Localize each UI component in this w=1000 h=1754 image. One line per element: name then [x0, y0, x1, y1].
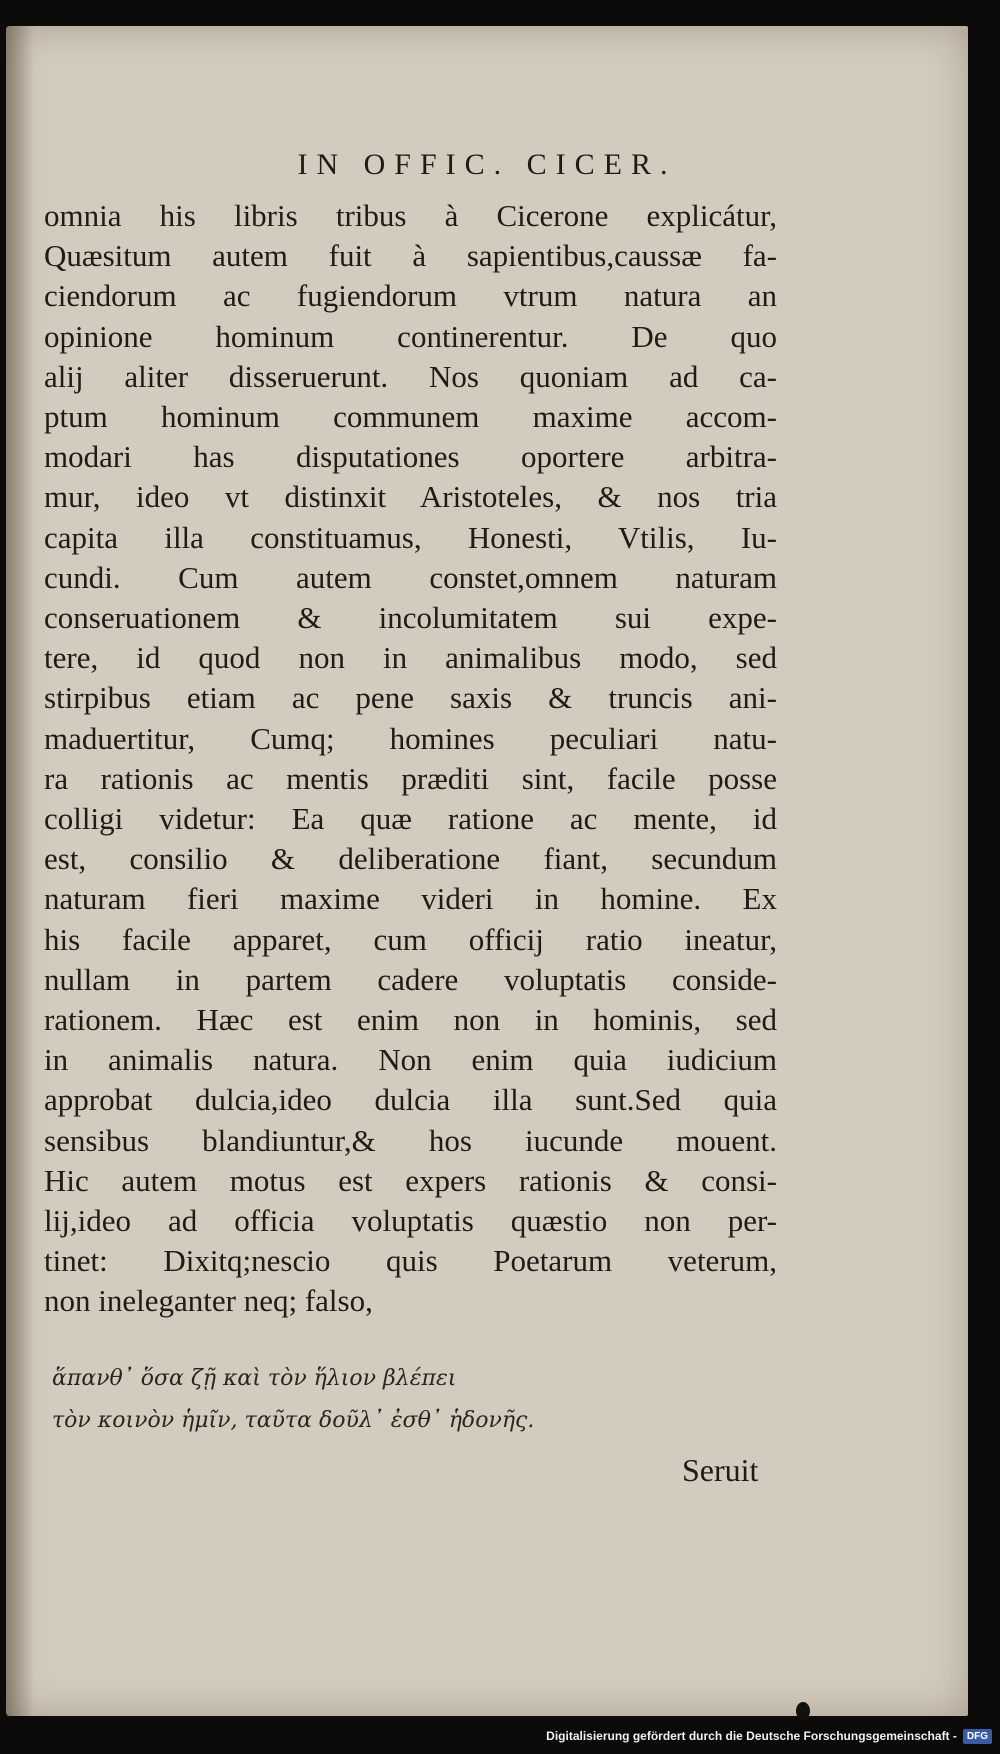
text-line: naturam fieri maxime videri in homine. Ex [44, 881, 777, 917]
text-line: lij,ideo ad officia voluptatis quæstio non per- [44, 1203, 777, 1239]
text-line: ciendorum ac fugiendorum vtrum natura an [44, 278, 777, 314]
text-line: omnia his libris tribus à Cicerone explicátur, [44, 198, 777, 233]
catchword: Seruit [682, 1452, 759, 1488]
text-line: alij aliter disseruerunt. Nos quoniam ad ca- [44, 358, 777, 394]
text-line: Quæsitum autem fuit à sapientibus,caussæ fa- [44, 238, 777, 274]
text-line: ptum hominum communem maxime accom- [44, 399, 777, 435]
body-text [44, 196, 777, 1322]
text-line: est, consilio & deliberatione fiant, secundum [44, 841, 777, 877]
greek-quotation [52, 1358, 652, 1442]
text-line: tinet: Dixitq;nescio quis Poetarum veterum, [44, 1243, 777, 1279]
footer-credit: Digitalisierung gefördert durch die Deutsche Forschungsgemeinschaft - [546, 1729, 957, 1743]
greek-line: τὸν κοινὸν ἡμῖν, ταῦτα δοῦλ᾽ ἐσθ᾽ ἡδονῆς. [52, 1408, 535, 1433]
text-line: ra rationis ac mentis præditi sint, facile posse [44, 760, 777, 796]
text-line: maduertitur, Cumq; homines peculiari natu- [44, 720, 777, 756]
text-line: Hic autem motus est expers rationis & consi- [44, 1162, 777, 1198]
text-line: nullam in partem cadere voluptatis conside- [44, 961, 777, 997]
text-line: mur, ideo vt distinxit Aristoteles, & nos tria [44, 479, 777, 515]
greek-line: ἅπανθ᾽ ὅσα ζῇ καὶ τὸν ἥλιον βλέπει [52, 1366, 457, 1391]
digitization-footer [546, 1721, 992, 1751]
text-line: colligi videtur: Ea quæ ratione ac mente, id [44, 801, 777, 837]
running-head: IN OFFIC. CICER. [297, 148, 677, 181]
book-page [6, 26, 968, 1716]
ink-spot [796, 1702, 810, 1720]
spine-shadow [6, 26, 34, 1716]
text-line: non ineleganter neq; falso, [44, 1283, 373, 1319]
text-line: tere, id quod non in animalibus modo, sed [44, 640, 777, 676]
text-line: modari has disputationes oportere arbitra- [44, 439, 777, 475]
text-line: stirpibus etiam ac pene saxis & truncis ani- [44, 680, 777, 716]
text-line: rationem. Hæc est enim non in hominis, sed [44, 1002, 777, 1038]
text-line: in animalis natura. Non enim quia iudicium [44, 1042, 777, 1078]
text-line: his facile apparet, cum officij ratio ineatur, [44, 921, 777, 957]
text-line: opinione hominum continerentur. De quo [44, 318, 777, 354]
dfg-logo: DFG [963, 1729, 992, 1744]
text-line: capita illa constituamus, Honesti, Vtilis, Iu- [44, 519, 777, 555]
text-line: conseruationem & incolumitatem sui expe- [44, 600, 777, 636]
text-line: approbat dulcia,ideo dulcia illa sunt.Sed quia [44, 1082, 777, 1118]
text-line: cundi. Cum autem constet,omnem naturam [44, 559, 777, 595]
text-line: sensibus blandiuntur,& hos iucunde mouent. [44, 1122, 777, 1158]
